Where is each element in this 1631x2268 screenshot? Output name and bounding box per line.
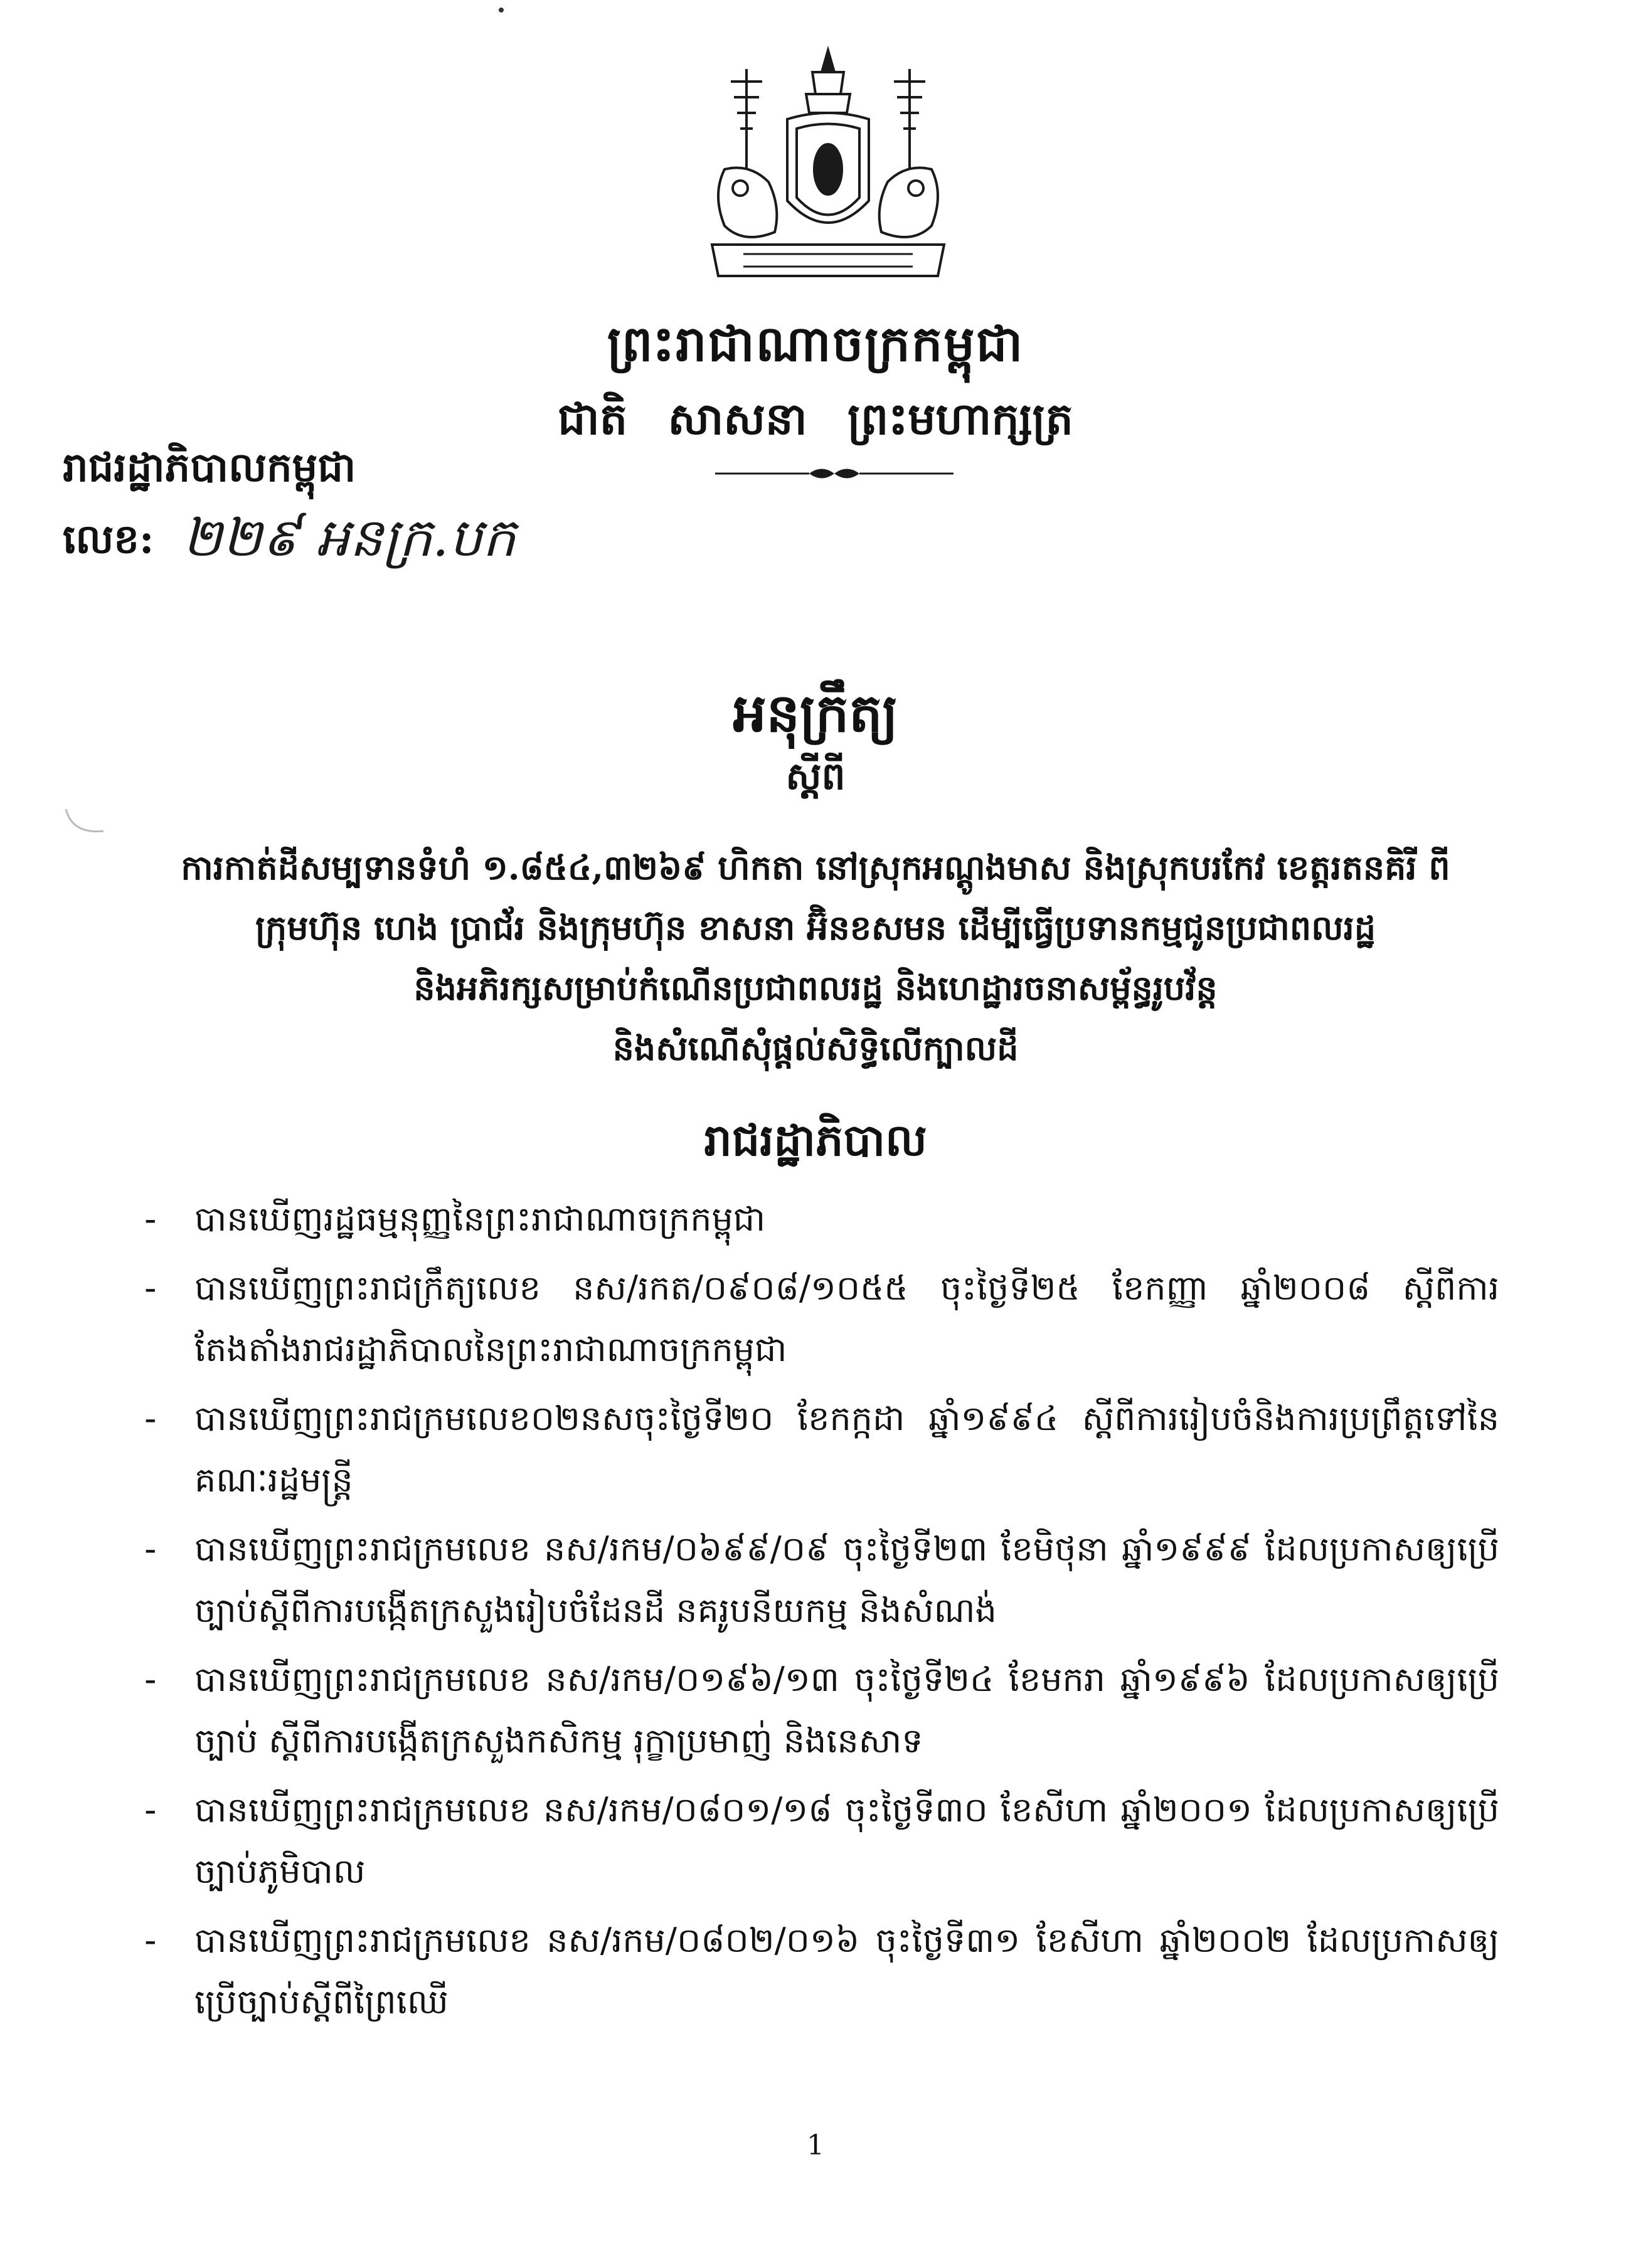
whereas-clause xyxy=(144,1649,1499,1772)
ornament-divider-icon xyxy=(715,461,954,486)
clause-dash: - xyxy=(144,1268,157,1308)
clause-text: បានឃើញព្រះរាជក្រមលេខ នស/រកម/០៦៩៩/០៩ ចុះថ្ងៃទី២៣ ខែមិថុនា ឆ្នាំ១៩៩៩ ដែលប្រកាសឲ្យប្រើច្បាប់ស្តីពីការបង្កើតក្រសួងរៀបចំដែនដី នគរូបនីយកម្ម និងសំណង់ xyxy=(194,1529,1499,1630)
clause-text: បានឃើញរដ្ឋធម្មនុញ្ញនៃព្រះរាជាណាចក្រកម្ពុជា xyxy=(194,1199,766,1239)
clause-dash: - xyxy=(144,1660,157,1699)
whereas-clause xyxy=(144,1518,1499,1641)
subject-line: និងសំណើសុំផ្តល់សិទ្ធិលើក្បាលដី xyxy=(612,1028,1019,1068)
issuing-authority: រាជរដ្ឋាភិបាលកម្ពុជា xyxy=(63,444,356,491)
national-motto: ជាតិ សាសនា ព្រះមហាក្សត្រ xyxy=(558,393,1073,445)
clause-text: បានឃើញព្រះរាជក្រមលេខ នស/រកម/០៨០១/១៨ ចុះថ្ងៃទី៣០ ខែសីហា ឆ្នាំ២០០១ ដែលប្រកាសឲ្យប្រើច្បាប់ភូមិបាល xyxy=(194,1790,1499,1891)
clause-dash: - xyxy=(144,1199,157,1239)
whereas-clause xyxy=(144,1388,1499,1511)
government-heading: រាជរដ្ឋាភិបាល xyxy=(704,1114,927,1166)
kingdom-title: ព្រះរាជាណាចក្រកម្ពុជា xyxy=(607,315,1024,373)
clause-text: បានឃើញព្រះរាជក្រមលេខ នស/រកម/០៨០២/០១៦ ចុះថ្ងៃទី៣១ ខែសីហា ឆ្នាំ២០០២ ដែលប្រកាសឲ្យ ប្រើច្បាប់ស្តីពីព្រៃឈើ xyxy=(194,1921,1499,2022)
subject-line: ការកាត់ដីសម្បទានទំហំ ១.៨៥៤,៣២៦៩ ហិកតា នៅស្រុកអណ្តូងមាស និងស្រុកបរកែវ ខេត្តរតនគិរី ពី xyxy=(181,847,1450,888)
subject-line: និងអភិរក្សសម្រាប់កំណើនប្រជាពលរដ្ឋ និងហេដ្ឋារចនាសម្ព័ន្ធរូបវ័ន្ត xyxy=(413,968,1218,1008)
document-number xyxy=(63,505,516,580)
clause-text: បានឃើញព្រះរាជក្រមលេខ០២នសចុះថ្ងៃទី២០ ខែកក្កដា ឆ្នាំ១៩៩៤ ស្តីពីការរៀបចំនិងការប្រព្រឹត្តទៅនៃគណៈរដ្ឋមន្ត្រី xyxy=(194,1399,1499,1500)
document-number-label: លេខ: xyxy=(63,516,154,563)
royal-coat-of-arms-icon xyxy=(687,44,969,295)
whereas-clauses xyxy=(144,1189,1499,2040)
scan-speck xyxy=(499,8,504,13)
clause-text: បានឃើញព្រះរាជក្រមលេខ នស/រកម/០១៩៦/១៣ ចុះថ្ងៃទី២៤ ខែមករា ឆ្នាំ១៩៩៦ ដែលប្រកាសឲ្យប្រើច្បាប់ ស្តីពីការបង្កើតក្រសួងកសិកម្ម រុក្ខាប្រមាញ់ និងនេសាទ xyxy=(194,1660,1499,1761)
clause-dash: - xyxy=(144,1529,157,1569)
whereas-clause xyxy=(144,1189,1499,1250)
document-subject xyxy=(151,837,1480,1078)
subject-line: ក្រុមហ៊ុន ហេង ប្រាជ័រ និងក្រុមហ៊ុន ខាសនា អ៊ិនខសមន ដើម្បីធ្វើប្រទានកម្មជូនប្រជាពលរដ្ឋ xyxy=(255,908,1376,948)
clause-dash: - xyxy=(144,1790,157,1830)
clause-dash: - xyxy=(144,1921,157,1960)
clause-text: បានឃើញព្រះរាជក្រឹត្យលេខ នស/រកត/០៩០៨/១០៥៥ ចុះថ្ងៃទី២៥ ខែកញ្ញា ឆ្នាំ២០០៨ ស្តីពីការតែងតាំងរាជរដ្ឋាភិបាលនៃព្រះរាជាណាចក្រកម្ពុជា xyxy=(194,1268,1499,1369)
clause-dash: - xyxy=(144,1399,157,1438)
punch-hole-mark-icon xyxy=(60,803,110,840)
page-number: 1 xyxy=(807,2129,824,2161)
document-number-value: ២២៩ អនក្រ.បក xyxy=(182,507,516,568)
document-type-title: អនុក្រឹត្យ xyxy=(733,682,898,744)
whereas-clause xyxy=(144,1258,1499,1380)
whereas-clause xyxy=(144,1779,1499,1902)
document-about-label: ស្តីពី xyxy=(785,755,846,798)
whereas-clause xyxy=(144,1910,1499,2033)
